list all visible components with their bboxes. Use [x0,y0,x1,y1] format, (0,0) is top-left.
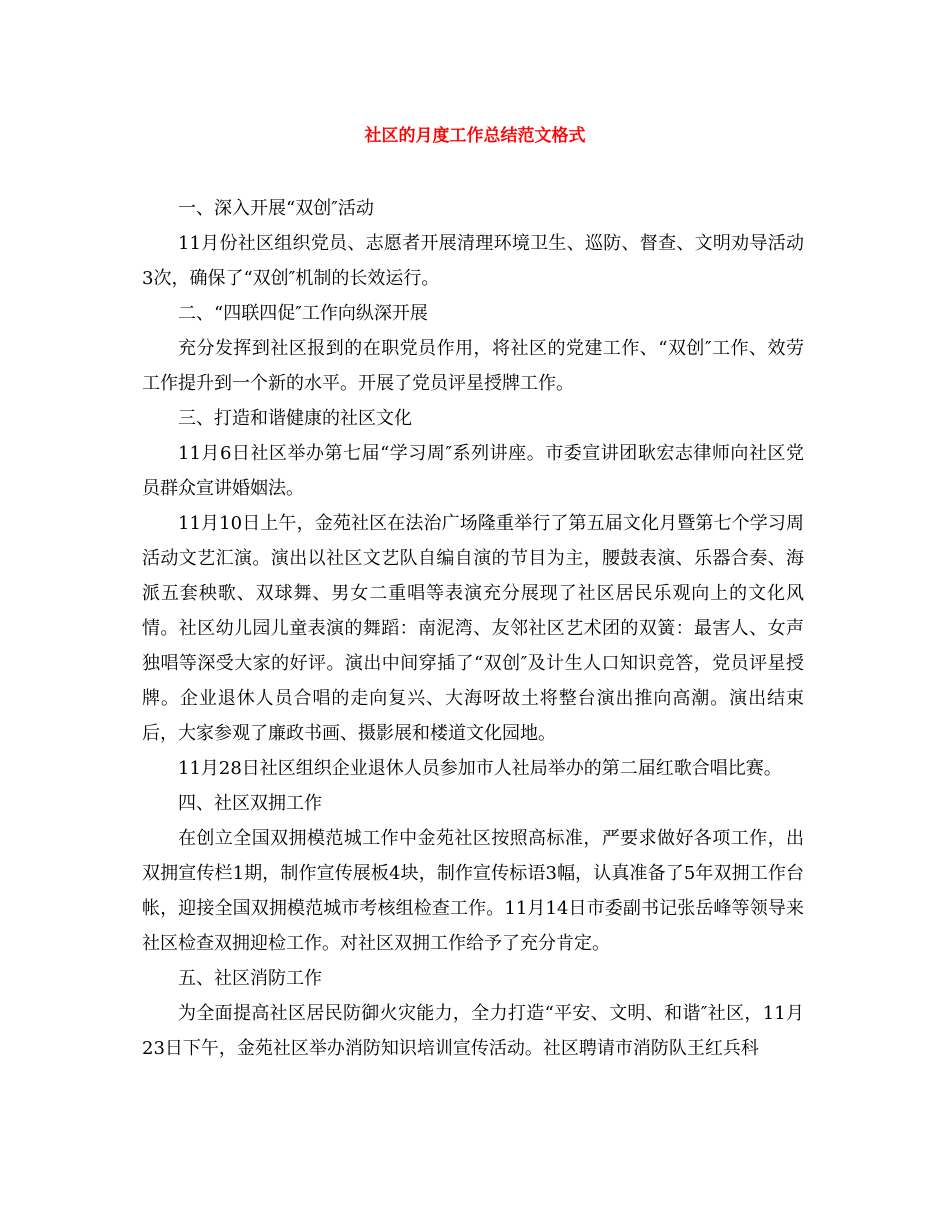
section-heading: 五、社区消防工作 [178,968,322,989]
body-paragraph: 在创立全国双拥模范城工作中金苑社区按照高标准，严要求做好各项工作，出双拥宣传栏1期，制作宣传展板4块，制作宣传标语3幅，认真准备了5年双拥工作台帐，迎接全国双拥模范城市考核组检查工作。11月14日市委副书记张岳峰等领导来社区检查双拥迎检工作。对社区双拥工作给予了充分肯定。 [142,828,804,954]
body-paragraph: 11月6日社区举办第七届“学习周″系列讲座。市委宣讲团耿宏志律师向社区党员群众宣讲婚姻法。 [142,443,804,499]
section-heading: 二、“四联四促″工作向纵深开展 [178,303,428,324]
document-title: 社区的月度工作总结范文格式 [364,126,586,146]
body-paragraph: 为全面提高社区居民防御火灾能力，全力打造“平安、文明、和谐″社区，11月23日下午，金苑社区举办消防知识培训宣传活动。社区聘请市消防队王红兵科 [142,1003,804,1059]
section-heading: 一、深入开展“双创″活动 [178,198,374,219]
body-paragraph: 11月份社区组织党员、志愿者开展清理环境卫生、巡防、督查、文明劝导活动3次，确保了“双创″机制的长效运行。 [142,233,804,289]
document-body [142,191,804,1066]
section-heading: 三、打造和谐健康的社区文化 [178,408,412,429]
body-paragraph: 11月28日社区组织企业退休人员参加市人社局举办的第二届红歌合唱比赛。 [178,758,782,779]
section-heading: 四、社区双拥工作 [178,793,322,814]
body-paragraph: 11月10日上午，金苑社区在法治广场隆重举行了第五届文化月暨第七个学习周活动文艺汇演。演出以社区文艺队自编自演的节目为主，腰鼓表演、乐器合奏、海派五套秧歌、双球舞、男女二重唱等表演充分展现了社区居民乐观向上的文化风情。社区幼儿园儿童表演的舞蹈：南泥湾、友邻社区艺术团的双簧：最害人、女声独唱等深受大家的好评。演出中间穿插了“双创″及计生人口知识竞答，党员评星授牌。企业退休人员合唱的走向复兴、大海呀故土将整台演出推向高潮。演出结束后，大家参观了廉政书画、摄影展和楼道文化园地。 [142,513,804,744]
body-paragraph: 充分发挥到社区报到的在职党员作用，将社区的党建工作、“双创″工作、效劳工作提升到一个新的水平。开展了党员评星授牌工作。 [142,338,804,394]
